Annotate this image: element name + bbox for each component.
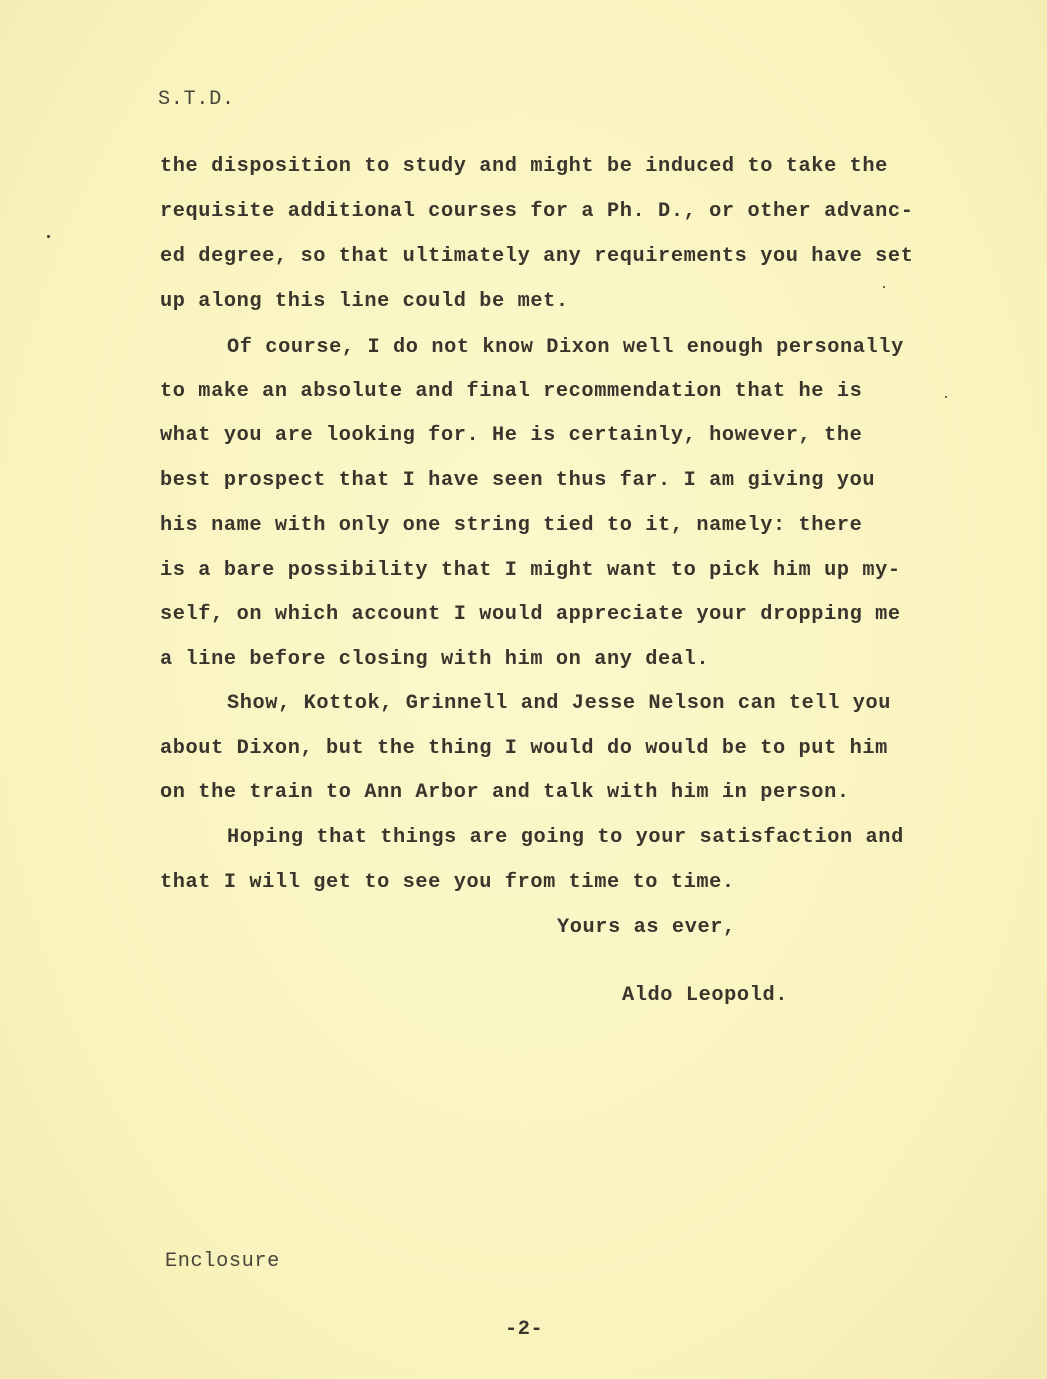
body-line: self, on which account I would appreciate your dropping me xyxy=(160,603,901,626)
page-number: -2- xyxy=(505,1318,544,1341)
header-initials: S.T.D. xyxy=(158,88,235,111)
signature-name: Aldo Leopold. xyxy=(622,984,789,1007)
body-line: Hoping that things are going to your satisfaction and xyxy=(227,826,904,849)
closing-salutation: Yours as ever, xyxy=(557,916,736,939)
paper-speck xyxy=(883,286,885,288)
body-line: best prospect that I have seen thus far. I am giving you xyxy=(160,469,876,492)
body-line: is a bare possibility that I might want to pick him up my- xyxy=(160,559,901,582)
paper-speck xyxy=(47,235,50,238)
body-line: up along this line could be met. xyxy=(160,290,569,313)
enclosure-note: Enclosure xyxy=(165,1250,280,1273)
body-line: a line before closing with him on any deal. xyxy=(160,648,710,671)
body-line: to make an absolute and final recommendation that he is xyxy=(160,380,863,403)
body-line: that I will get to see you from time to time. xyxy=(160,871,735,894)
body-line: about Dixon, but the thing I would do would be to put him xyxy=(160,737,888,760)
body-line: the disposition to study and might be induced to take the xyxy=(160,155,888,178)
body-line: ed degree, so that ultimately any requirements you have set xyxy=(160,245,914,268)
body-line: what you are looking for. He is certainly, however, the xyxy=(160,424,863,447)
body-line: requisite additional courses for a Ph. D., or other advanc- xyxy=(160,200,914,223)
body-line: his name with only one string tied to it, namely: there xyxy=(160,514,863,537)
body-line: Of course, I do not know Dixon well enough personally xyxy=(227,336,904,359)
body-line: Show, Kottok, Grinnell and Jesse Nelson can tell you xyxy=(227,692,892,715)
paper-speck xyxy=(945,396,947,398)
body-line: on the train to Ann Arbor and talk with him in person. xyxy=(160,781,850,804)
